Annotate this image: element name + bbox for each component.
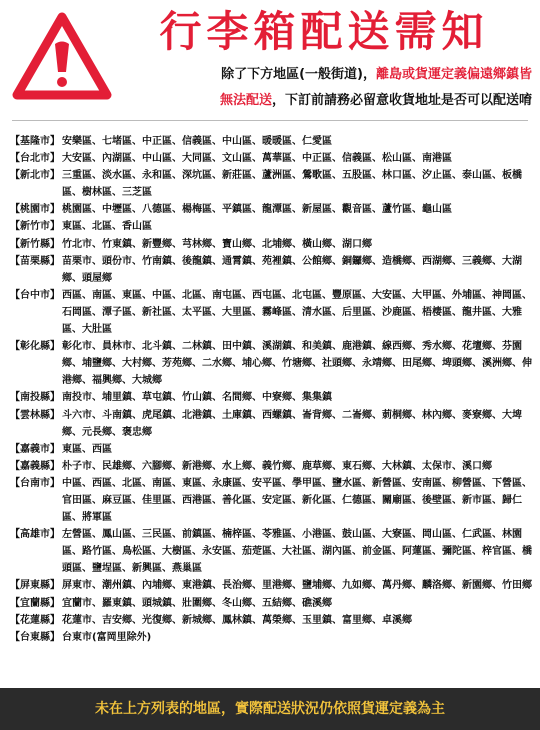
region-areas: 桃園區、中壢區、八德區、楊梅區、平鎮區、龍潭區、新屋區、觀音區、蘆竹區、龜山區 bbox=[62, 204, 452, 216]
region-row bbox=[10, 612, 534, 629]
region-label: 【新竹市】 bbox=[10, 221, 60, 233]
region-label: 【嘉義市】 bbox=[10, 443, 60, 455]
region-label: 【南投縣】 bbox=[10, 392, 60, 404]
region-list bbox=[10, 133, 534, 646]
region-row bbox=[10, 629, 534, 646]
region-row bbox=[10, 458, 534, 475]
page-title: 行李箱配送需知 bbox=[159, 7, 489, 56]
notice-highlight: 無法配送 bbox=[219, 93, 272, 108]
region-areas: 花蓮市、吉安鄉、光復鄉、新城鄉、鳳林鎮、萬榮鄉、玉里鎮、富里鄉、卓溪鄉 bbox=[62, 614, 412, 626]
region-label: 【宜蘭縣】 bbox=[10, 597, 60, 609]
region-row bbox=[10, 133, 534, 150]
region-row bbox=[10, 218, 534, 235]
region-row bbox=[10, 236, 534, 253]
region-areas: 南投市、埔里鎮、草屯鎮、竹山鎮、名間鄉、中寮鄉、集集鎮 bbox=[62, 392, 332, 404]
region-row bbox=[10, 167, 534, 201]
region-label: 【新竹縣】 bbox=[10, 238, 60, 250]
region-areas: 竹北市、竹東鎮、新豐鄉、芎林鄉、寶山鄉、北埔鄉、橫山鄉、湖口鄉 bbox=[62, 238, 372, 250]
region-row bbox=[10, 201, 534, 218]
region-label: 【台南市】 bbox=[10, 477, 60, 489]
region-row bbox=[10, 287, 534, 338]
warning-triangle-icon bbox=[10, 8, 114, 104]
region-areas: 左營區、鳳山區、三民區、前鎮區、楠梓區、苓雅區、小港區、鼓山區、大寮區、岡山區、仁武區、林園區、路竹區、鳥松區、大樹區、永安區、茄萣區、大社區、湖內區、前金區、阿蓮區、彌陀區、梓官區、橋頭區、鹽埕區、新興區、燕巢區 bbox=[62, 529, 532, 575]
region-label: 【雲林縣】 bbox=[10, 409, 60, 421]
region-label: 【屏東縣】 bbox=[10, 580, 60, 592]
region-areas: 斗六市、斗南鎮、虎尾鎮、北港鎮、土庫鎮、西螺鎮、崙背鄉、二崙鄉、莿桐鄉、林內鄉、麥寮鄉、大埤鄉、元長鄉、褒忠鄉 bbox=[62, 409, 522, 438]
region-row bbox=[10, 253, 534, 287]
region-label: 【苗栗縣】 bbox=[10, 255, 60, 267]
region-row bbox=[10, 595, 534, 612]
notice-highlight: 離島或貨運定義偏遠鄉鎮皆 bbox=[375, 67, 532, 82]
region-row bbox=[10, 441, 534, 458]
divider bbox=[12, 120, 528, 121]
delivery-notice bbox=[118, 62, 532, 114]
region-areas: 安樂區、七堵區、中正區、信義區、中山區、暖暖區、仁愛區 bbox=[62, 136, 332, 147]
region-areas: 台東市(富岡里除外) bbox=[62, 631, 152, 643]
region-areas: 屏東市、潮州鎮、內埔鄉、東港鎮、長治鄉、里港鄉、鹽埔鄉、九如鄉、萬丹鄉、麟洛鄉、新園鄉、竹田鄉 bbox=[62, 580, 532, 592]
header bbox=[0, 0, 540, 118]
region-label: 【基隆市】 bbox=[10, 136, 60, 147]
region-label: 【花蓮縣】 bbox=[10, 614, 60, 626]
region-areas: 苗栗市、頭份市、竹南鎮、後龍鎮、通霄鎮、苑裡鎮、公館鄉、銅鑼鄉、造橋鄉、西湖鄉、三義鄉、大湖鄉、頭屋鄉 bbox=[62, 255, 522, 284]
region-label: 【彰化縣】 bbox=[10, 341, 60, 353]
notice-line-2 bbox=[118, 88, 532, 114]
region-areas: 宜蘭市、羅東鎮、頭城鎮、壯圍鄉、冬山鄉、五結鄉、礁溪鄉 bbox=[62, 597, 332, 609]
region-areas: 西區、南區、東區、中區、北區、南屯區、西屯區、北屯區、豐原區、大安區、大甲區、外埔區、神岡區、石岡區、潭子區、新社區、太平區、大里區、霧峰區、清水區、后里區、沙鹿區、梧棲區、龍井區、大雅區、大肚區 bbox=[62, 289, 532, 336]
footer-banner: 未在上方列表的地區，實際配送狀況仍依照貨運定義為主 bbox=[0, 688, 540, 730]
region-label: 【高雄市】 bbox=[10, 529, 60, 541]
region-label: 【嘉義縣】 bbox=[10, 460, 60, 472]
region-label: 【新北市】 bbox=[10, 170, 60, 182]
notice-line-1 bbox=[118, 62, 532, 88]
region-row bbox=[10, 338, 534, 389]
region-areas: 大安區、內湖區、中山區、大同區、文山區、萬華區、中正區、信義區、松山區、南港區 bbox=[62, 153, 452, 165]
region-row bbox=[10, 526, 534, 577]
region-label: 【台東縣】 bbox=[10, 631, 60, 643]
region-row bbox=[10, 577, 534, 594]
notice-text: 除了下方地區(一般街道)， bbox=[221, 67, 376, 82]
region-row bbox=[10, 389, 534, 406]
region-areas: 彰化市、員林市、北斗鎮、二林鎮、田中鎮、溪湖鎮、和美鎮、鹿港鎮、線西鄉、秀水鄉、花壇鄉、芬園鄉、埔鹽鄉、大村鄉、芳苑鄉、二水鄉、埔心鄉、竹塘鄉、社頭鄉、永靖鄉、田尾鄉、埤頭鄉、溪洲鄉、伸港鄉、福興鄉、大城鄉 bbox=[62, 341, 532, 387]
region-row bbox=[10, 150, 534, 167]
region-areas: 東區、北區、香山區 bbox=[62, 221, 152, 233]
region-areas: 東區、西區 bbox=[62, 443, 112, 455]
region-row bbox=[10, 407, 534, 441]
region-areas: 三重區、淡水區、永和區、深坑區、新莊區、蘆洲區、鶯歌區、五股區、林口區、汐止區、泰山區、板橋區、樹林區、三芝區 bbox=[62, 170, 522, 199]
region-label: 【桃園市】 bbox=[10, 204, 60, 216]
region-label: 【台北市】 bbox=[10, 153, 60, 165]
region-areas: 朴子市、民雄鄉、六腳鄉、新港鄉、水上鄉、義竹鄉、鹿草鄉、東石鄉、大林鎮、太保市、溪口鄉 bbox=[62, 460, 492, 472]
region-row bbox=[10, 475, 534, 526]
notice-text: ，下訂前請務必留意收貨地址是否可以配送唷 bbox=[271, 93, 532, 108]
region-label: 【台中市】 bbox=[10, 289, 60, 301]
region-areas: 中區、西區、北區、南區、東區、永康區、安平區、學甲區、鹽水區、新營區、安南區、柳營區、下營區、官田區、麻豆區、佳里區、西港區、善化區、安定區、新化區、仁德區、關廟區、後壁區、新市區、歸仁區、將軍區 bbox=[62, 477, 532, 524]
